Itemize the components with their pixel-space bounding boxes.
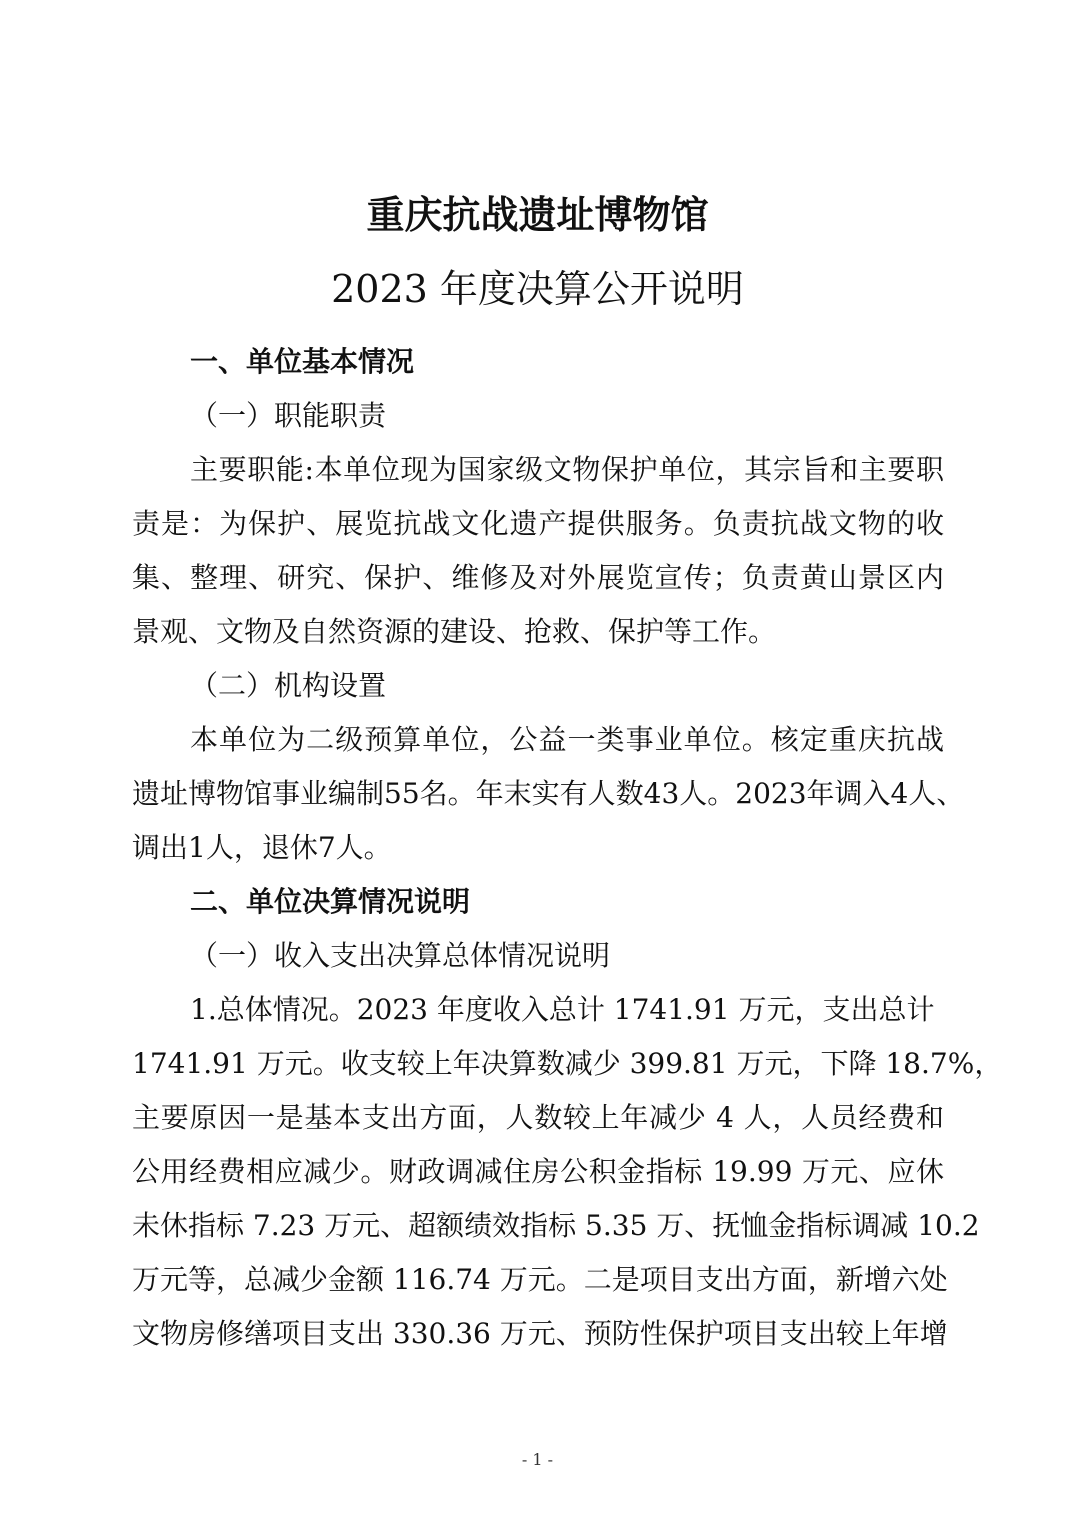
subsection-heading-1-2: （二）机构设置 (190, 669, 387, 702)
paragraph-line: 1741.91 万元。收支较上年决算数减少 399.81 万元，下降 18.7%， (132, 1047, 1003, 1080)
subsection-heading-2-1: （一）收入支出决算总体情况说明 (190, 939, 611, 972)
section-heading-2: 二、单位决算情况说明 (190, 885, 471, 918)
paragraph-line: 文物房修缮项目支出 330.36 万元、预防性保护项目支出较上年增 (132, 1317, 948, 1350)
paragraph-line: 万元等，总减少金额 116.74 万元。二是项目支出方面，新增六处 (132, 1263, 948, 1296)
paragraph-line: 集、整理、研究、保护、维修及对外展览宣传；负责黄山景区内 (132, 561, 944, 594)
paragraph-line: 景观、文物及自然资源的建设、抢救、保护等工作。 (132, 615, 777, 648)
paragraph-line: 责是：为保护、展览抗战文化遗产提供服务。负责抗战文物的收 (132, 507, 944, 540)
paragraph-line: 公用经费相应减少。财政调减住房公积金指标 19.99 万元、应休 (132, 1155, 944, 1188)
subsection-heading-1-1: （一）职能职责 (190, 399, 387, 432)
page-number: - 1 - (521, 1450, 554, 1469)
paragraph-line: 主要职能:本单位现为国家级文物保护单位，其宗旨和主要职 (190, 453, 944, 486)
section-heading-1: 一、单位基本情况 (190, 345, 415, 378)
paragraph-line: 调出1人，退休7人。 (132, 831, 392, 864)
document-title: 重庆抗战遗址博物馆 (366, 192, 709, 237)
paragraph-line: 未休指标 7.23 万元、超额绩效指标 5.35 万、抚恤金指标调减 10.2 (132, 1209, 980, 1242)
paragraph-line: 1.总体情况。2023 年度收入总计 1741.91 万元，支出总计 (190, 993, 935, 1026)
document-subtitle: 2023 年度决算公开说明 (331, 267, 744, 311)
paragraph-line: 遗址博物馆事业编制55名。年末实有人数43人。2023年调入4人、 (132, 777, 965, 810)
paragraph-line: 主要原因一是基本支出方面，人数较上年减少 4 人，人员经费和 (132, 1101, 944, 1134)
paragraph-line: 本单位为二级预算单位，公益一类事业单位。核定重庆抗战 (190, 723, 944, 756)
